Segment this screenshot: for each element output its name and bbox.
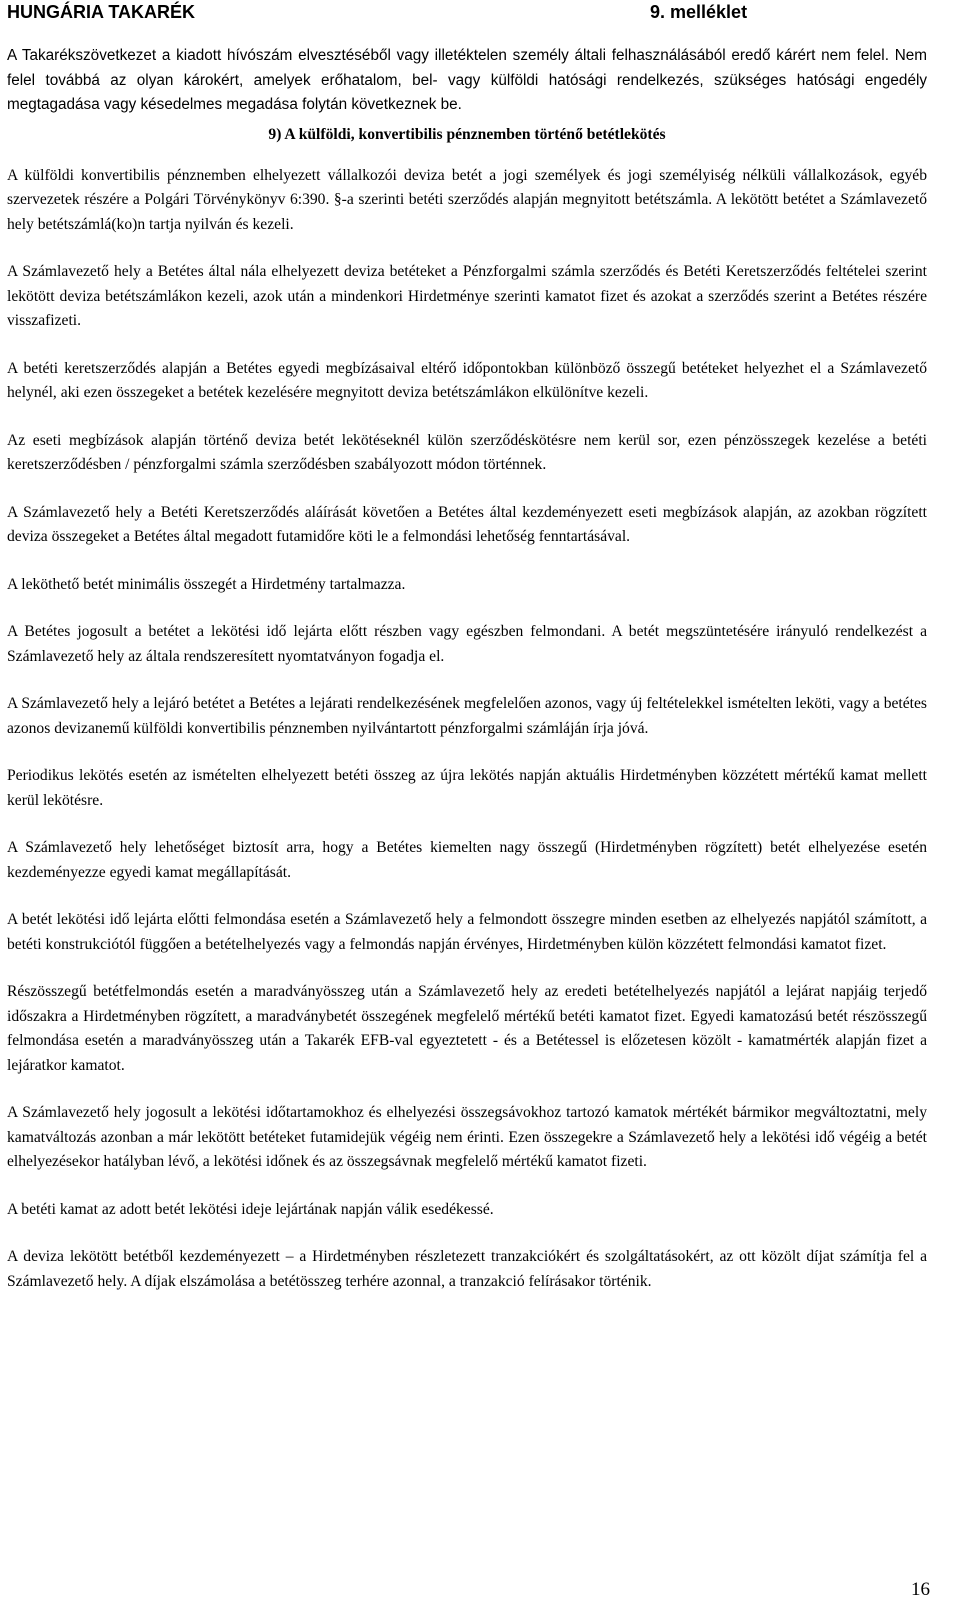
paragraph: A külföldi konvertibilis pénznemben elhelyezett vállalkozói deviza betét a jogi személyek és jogi személyiség nélküli vállalkozások, egyéb szervezetek részére a Polgári Törvénykönyv 6:390. §-a szerinti betéti szerződés alapján megnyitott betétszámla. A lekötött betétet a Számlavezető hely betétszámlá(ko)n tartja nyilván és kezeli. (7, 166, 927, 233)
paragraph: Részösszegű betétfelmondás esetén a maradványösszeg után a Számlavezető hely az eredeti betételhelyezés napjától a lejárat napjáig terjedő időszakra a Hirdetményben rögzített, a maradványbetét összegének megfelelő mértékű betéti kamatot fizet. Egyedi kamatozású betét részösszegű felmondása esetén a maradványösszeg után a Takarék EFB-val egyeztetett - és a Betétessel is előzetesen közölt - kamatmérték alapján fizet a lejáratkor kamatot. (7, 983, 927, 1074)
section-title: 9) A külföldi, konvertibilis pénznemben történő betétlekötés (268, 125, 666, 143)
paragraph: A betéti kamat az adott betét lekötési ideje lejártának napján válik esedékessé. (7, 1200, 494, 1218)
paragraph: A deviza lekötött betétből kezdeményezett – a Hirdetményben részletezett tranzakciókért és szolgáltatásokért, az ott közölt díjat számítja fel a Számlavezető hely. A díjak elszámolása a betétösszeg terhére azonnal, a tranzakció felírásakor történik. (7, 1248, 927, 1290)
paragraph: A Betétes jogosult a betétet a lekötési idő lejárta előtt részben vagy egészben felmondani. A betét megszüntetésére irányuló rendelkezést a Számlavezető hely az általa rendszeresített nyomtatványon fogadja el. (7, 623, 927, 665)
paragraph: A Számlavezető hely a Betéti Keretszerződés aláírását követően a Betétes által kezdeményezett eseti megbízások alapján, az azokban rögzített deviza összegeket a Betétes által megadott futamidőre köti le a felmondási lehetőség fenntartásával. (7, 503, 927, 545)
paragraph: A Számlavezető hely a Betétes által nála elhelyezett deviza betéteket a Pénzforgalmi számla szerződés és Betéti Keretszerződés feltételei szerint lekötött deviza betétszámlákon kezeli, azok után a mindenkori Hirdetménye szerinti kamatot fizet és azokat a szerződés szerint a Betétes részére visszafizeti. (7, 263, 927, 329)
page-number: 16 (911, 1579, 930, 1600)
paragraph: Az eseti megbízások alapján történő deviza betét lekötéseknél külön szerződéskötésre nem kerül sor, ezen pénzösszegek kezelése a betéti keretszerződésben / pénzforgalmi számla szerződésben szabályozott módon történnek. (7, 431, 927, 473)
paragraph: A betéti keretszerződés alapján a Betétes egyedi megbízásaival eltérő időpontokban különböző összegű betéteket helyezhet el a Számlavezető helynél, aki ezen összegeket a betétek kezelésére megnyitott deviza betétszámlákon elkülönítve kezeli. (7, 359, 927, 401)
page-header (7, 2, 950, 28)
document-body (7, 44, 927, 1317)
paragraph: A leköthető betét minimális összegét a Hirdetmény tartalmazza. (7, 575, 406, 593)
appendix-label: 9. melléklet (650, 2, 748, 22)
intro-paragraph: A Takarékszövetkezet a kiadott hívószám elvesztéséből vagy illetéktelen személy általi felhasználásából eredő kárért nem felel. Nem felel továbbá az olyan károkért, amelyek erőhatalom, bel- vagy külföldi hatósági rendelkezés, szükséges hatósági engedély megtagadása vagy késedelmes megadása folytán következnek be. (7, 47, 927, 113)
bank-name: HUNGÁRIA TAKARÉK (7, 2, 195, 22)
paragraph: A Számlavezető hely jogosult a lekötési időtartamokhoz és elhelyezési összegsávokhoz tartozó kamatok mértékét bármikor megváltoztatni, mely kamatváltozás azonban a már lekötött betéteket futamidejük végéig nem érinti. Ezen összegekre a Számlavezető hely a lekötési idő végéig a betét elhelyezésekor hatályban lévő, a lekötési időnek és az összegsávnak megfelelő mértékű kamatot fizeti. (7, 1104, 927, 1170)
paragraph: A Számlavezető hely a lejáró betétet a Betétes a lejárati rendelkezésének megfelelően azonos, vagy új feltételekkel ismételten leköti, vagy a betétes azonos devizanemű külföldi konvertibilis pénznemben nyilvántartott pénzforgalmi számláján írja jóvá. (7, 695, 927, 737)
paragraph: A betét lekötési idő lejárta előtti felmondása esetén a Számlavezető hely a felmondott összegre minden esetben az elhelyezés napjától számított, a betéti konstrukciótól függően a betételhelyezés vagy a felmondás napján érvényes, Hirdetményben külön közzétett felmondási kamatot fizet. (7, 911, 927, 953)
paragraph: A Számlavezető hely lehetőséget biztosít arra, hogy a Betétes kiemelten nagy összegű (Hirdetményben rögzített) betét elhelyezése esetén kezdeményezze egyedi kamat megállapítását. (7, 839, 927, 881)
paragraph: Periodikus lekötés esetén az ismételten elhelyezett betéti összeg az újra lekötés napján aktuális Hirdetményben közzétett mértékű kamat mellett kerül lekötésre. (7, 767, 927, 809)
